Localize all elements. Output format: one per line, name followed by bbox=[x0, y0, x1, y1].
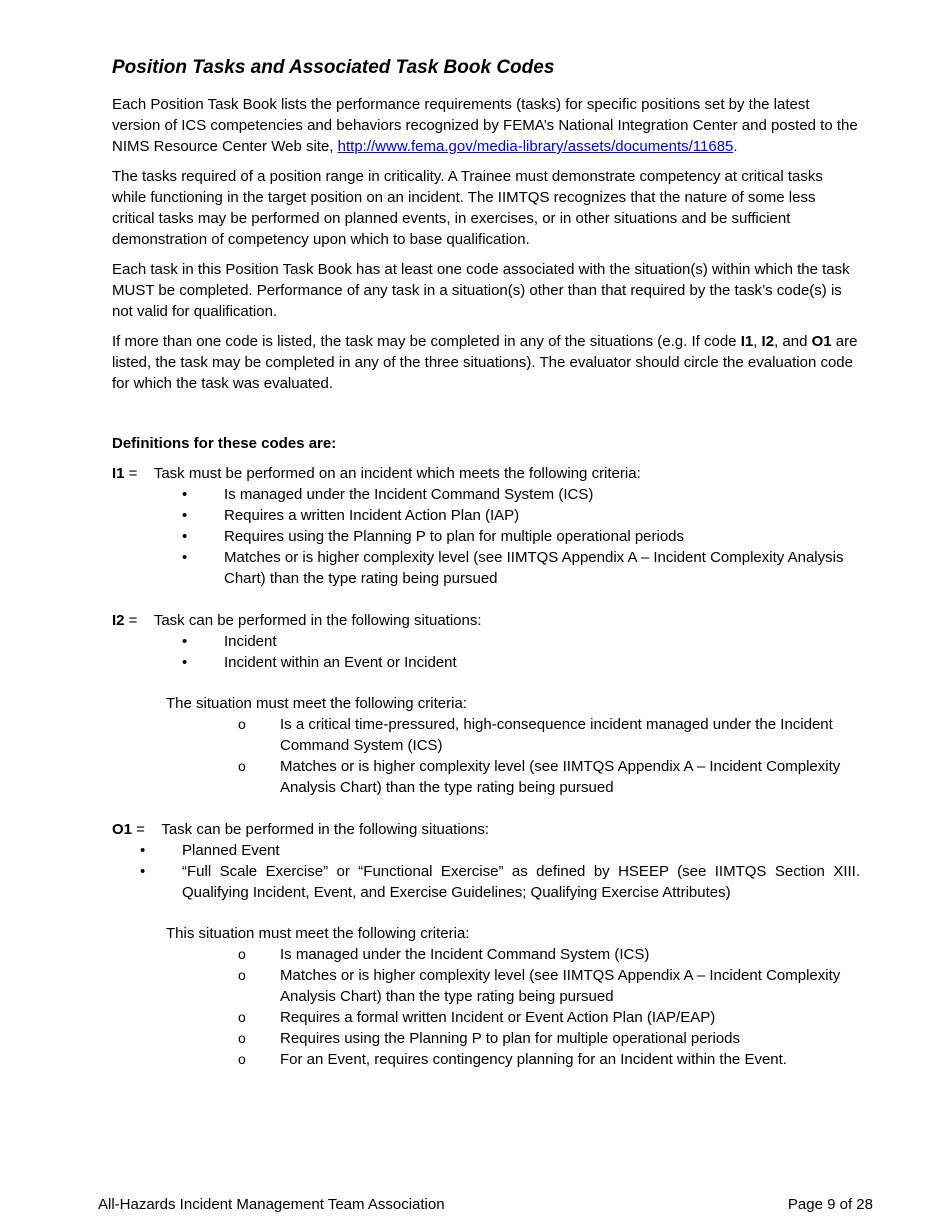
list-item: o Is a critical time-pressured, high-consequence incident managed under the Incident Command System (ICS) bbox=[112, 714, 860, 756]
i2-criteria-list bbox=[112, 714, 860, 798]
list-item: o For an Event, requires contingency planning for an Incident within the Event. bbox=[112, 1049, 860, 1070]
definitions-title: Definitions for these codes are: bbox=[112, 435, 337, 452]
code-o1-line: O1 = Task can be performed in the following situations: bbox=[112, 821, 490, 838]
list-item: • Requires a written Incident Action Plan (IAP) bbox=[112, 505, 860, 526]
i2-list bbox=[112, 631, 860, 673]
footer-page-number: Page 9 of 28 bbox=[787, 1196, 873, 1213]
intro-paragraph: Each Position Task Book lists the performance requirements (tasks) for specific positions set by the latest version of ICS competencies and behaviors recognized by FEMA’s National Integration Center and posted to the NIMS Resource Center Web site, http://www.fema.gov/media-library/assets/documents/11685. bbox=[112, 96, 858, 155]
list-item: • “Full Scale Exercise” or “Functional Exercise” as defined by HSEEP (see IIMTQS Section XIII. Qualifying Incident, Event, and Exercise Guidelines; Qualifying Exercise Attributes) bbox=[112, 861, 860, 903]
list-item: o Matches or is higher complexity level (see IIMTQS Appendix A – Incident Complexity Analysis Chart) than the type rating being pursued bbox=[112, 965, 860, 1007]
list-item: • Planned Event bbox=[112, 840, 860, 861]
list-item: o Matches or is higher complexity level (see IIMTQS Appendix A – Incident Complexity Analysis Chart) than the type rating being pursued bbox=[112, 756, 860, 798]
o1-list bbox=[112, 840, 860, 903]
list-item: o Requires a formal written Incident or Event Action Plan (IAP/EAP) bbox=[112, 1007, 860, 1028]
i2-criteria-label: The situation must meet the following criteria: bbox=[166, 695, 467, 712]
footer-organization: All-Hazards Incident Management Team Association bbox=[98, 1196, 445, 1213]
list-item: • Incident bbox=[112, 631, 860, 652]
multi-code-paragraph: If more than one code is listed, the task may be completed in any of the situations (e.g. If code I1, I2, and O1 are listed, the task may be completed in any of the three situations). The evaluator should circle the evaluation code for which the task was evaluated. bbox=[112, 333, 858, 392]
code-i2-line: I2 = Task can be performed in the following situations: bbox=[112, 612, 482, 629]
fema-link[interactable]: http://www.fema.gov/media-library/assets/documents/11685 bbox=[337, 138, 734, 155]
list-item: • Is managed under the Incident Command System (ICS) bbox=[112, 484, 860, 505]
code-paragraph: Each task in this Position Task Book has at least one code associated with the situation(s) within which the task MUST be completed. Performance of any task in a situation(s) other than that required by the task’s code(s) is not valid for qualification. bbox=[112, 261, 850, 320]
list-item: • Incident within an Event or Incident bbox=[112, 652, 860, 673]
list-item: • Requires using the Planning P to plan for multiple operational periods bbox=[112, 526, 860, 547]
o1-criteria-label: This situation must meet the following criteria: bbox=[166, 925, 470, 942]
code-i1-line: I1 = Task must be performed on an incident which meets the following criteria: bbox=[112, 465, 641, 482]
list-item: o Is managed under the Incident Command System (ICS) bbox=[112, 944, 860, 965]
intro-text: Each Position Task Book lists the performance requirements (tasks) for specific positions set by the latest version of ICS competencies and behaviors recognized by FEMA’s National Integration Center and posted to the NIMS Resource Center Web site, bbox=[112, 96, 858, 155]
list-item: • Matches or is higher complexity level (see IIMTQS Appendix A – Incident Complexity Analysis Chart) than the type rating being pursued bbox=[112, 547, 860, 589]
document-page bbox=[112, 56, 860, 1070]
list-item: o Requires using the Planning P to plan for multiple operational periods bbox=[112, 1028, 860, 1049]
page-footer bbox=[98, 1194, 873, 1215]
i1-list bbox=[112, 484, 860, 589]
criticality-paragraph: The tasks required of a position range in criticality. A Trainee must demonstrate competency at critical tasks while functioning in the target position on an incident. The IIMTQS recognizes that the nature of some less critical tasks may be performed on planned events, in exercises, or in other situations and be sufficient demonstration of competency upon which to base qualification. bbox=[112, 168, 823, 248]
section-heading: Position Tasks and Associated Task Book Codes bbox=[112, 57, 555, 78]
o1-criteria-list bbox=[112, 944, 860, 1070]
